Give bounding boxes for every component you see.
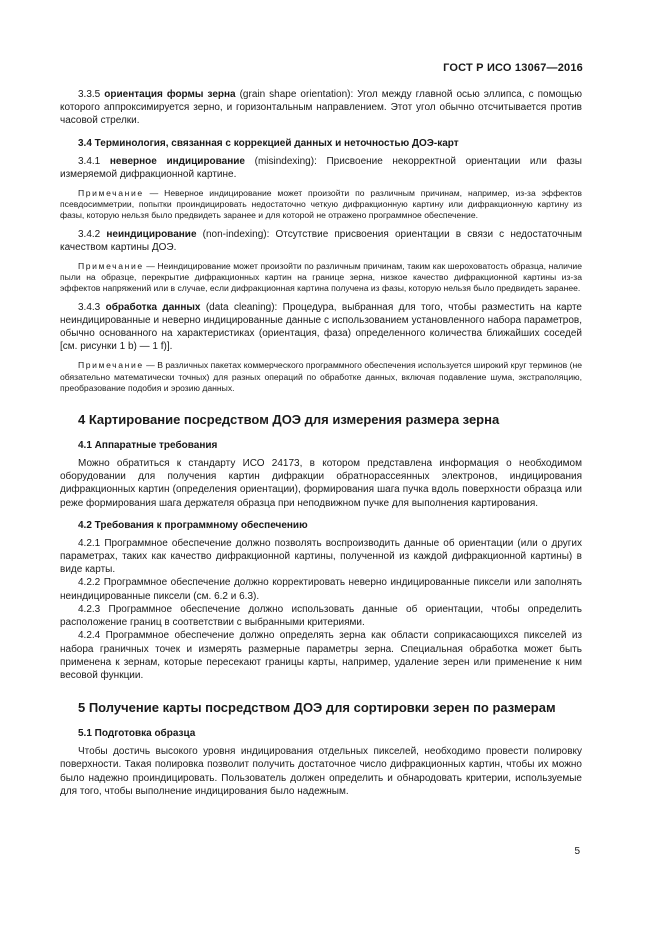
- section-heading-4: 4 Картирование посредством ДОЭ для измерения размера зерна: [78, 412, 500, 428]
- note-label: Примечание: [78, 360, 144, 371]
- clause-3-3-5: 3.3.5 ориентация формы зерна (grain shape orientation): Угол между главной осью эллипса, с помощью которого аппроксимируется зерно, и горизонтальным направлением. Этот угол обычно отсчитывается против часовой стрелки.: [60, 89, 582, 127]
- clause-3-4-3: 3.4.3 обработка данных (data cleaning): Процедура, выбранная для того, чтобы разместить на карте неиндицированные и неверно индицированные данные с использованием установленного набора параметров, обычно основанного на характеристиках (ориентация, фаза) определенного количества ближайших соседей [см. рисунки 1 b) — 1 f)].: [60, 301, 582, 353]
- note-label: Примечание: [78, 188, 144, 199]
- note: Примечание — Неверное индицирование может произойти по различным причинам, например, из-за эффектов псевдосимметрии, попытки проиндицировать недостаточно четкую дифракционную картину или дифракционную картину из фазы, которую нельзя было предвидеть заранее и для которой не отражено программное обеспечение.: [60, 188, 582, 221]
- clause-4-2-2: 4.2.2 Программное обеспечение должно корректировать неверно индицированные пиксели или заполнять неиндицированные пиксели (см. 6.2 и 6.3).: [60, 577, 582, 602]
- term: обработка данных: [105, 301, 201, 313]
- clause-4-2-3: 4.2.3 Программное обеспечение должно использовать данные об ориентации, чтобы определить расположение границ в соответствии с выбранными критериями.: [60, 603, 582, 629]
- clause-3-4-2: 3.4.2 неиндицирование (non-indexing): Отсутствие присвоения ориентации в связи с недостаточным качеством картины ДОЭ.: [60, 228, 582, 253]
- term: неиндицирование: [106, 228, 197, 240]
- subsection-heading-5-1: 5.1 Подготовка образца: [78, 728, 196, 740]
- term: неверное индицирование: [109, 155, 245, 167]
- page-number: 5: [574, 846, 580, 857]
- paragraph-4-1: Можно обратиться к стандарту ИСО 24173, в котором представлена информация о необходимом оборудовании для получения картин дифракции обратнорассеянных электронов, индицирования дифракционных картин (определения ориентации), формирования шага пучка вдоль поверхности образца или реже формирования шага держателя образца при неподвижном пучке для выполнения картирования.: [60, 458, 582, 509]
- clause-4-2-1: 4.2.1 Программное обеспечение должно позволять воспроизводить данные об ориентации (или о других параметрах, таких как качество дифракционной картины, полученной из каждой дифракционной картины) в виде карты.: [60, 537, 582, 576]
- clause-4-2-4: 4.2.4 Программное обеспечение должно определять зерна как области соприкасающихся пикселей из набора граничных точек и измерять размерные параметры зерна. Специальная обработка может быть применена к зернам, которые пересекают границы карты, например, удаление зерен или применение к ним весовой функции.: [60, 630, 582, 681]
- subsection-heading-3-4: 3.4 Терминология, связанная с коррекцией данных и неточностью ДОЭ-карт: [78, 137, 459, 149]
- subsection-heading-4-2: 4.2 Требования к программному обеспечению: [78, 519, 308, 531]
- clause-3-4-1: 3.4.1 неверное индицирование (misindexing): Присвоение некорректной ориентации или фазы измеряемой дифракционной картине.: [60, 155, 582, 180]
- running-header: ГОСТ Р ИСО 13067—2016: [443, 62, 583, 74]
- paragraph-5-1: Чтобы достичь высокого уровня индицирования отдельных пикселей, необходимо провести полировку поверхности. Такая полировка позволит получить достаточное число дифракционных картин, чтобы их можно было надежно проиндицировать. Пользователь должен определить и обнародовать критерии, используемые для того, чтобы выполнение индицирования было надежным.: [60, 746, 582, 797]
- note: Примечание — Неиндицирование может произойти по различным причинам, таким как шероховатость образца, наличие пыли на образце, перекрытие дифракционных картин на границе зерна, низкое качество дифракционной картины из-за эффектов напряжений или в случае, если дифракционная картина получена из фазы, которую нельзя было предвидеть заранее.: [60, 261, 582, 294]
- note-label: Примечание: [78, 261, 144, 272]
- subsection-heading-4-1: 4.1 Аппаратные требования: [78, 440, 218, 452]
- page-body: [60, 88, 582, 798]
- section-heading-5: 5 Получение карты посредством ДОЭ для сортировки зерен по размерам: [78, 700, 556, 716]
- term: ориентация формы зерна: [104, 89, 236, 100]
- note: Примечание — В различных пакетах коммерческого программного обеспечения используется широкий круг терминов (не обязательно математически точных) для разных операций по обработке данных, включая подавление шума, экстраполяцию, преобразование подобия и эрозию данных.: [60, 360, 582, 393]
